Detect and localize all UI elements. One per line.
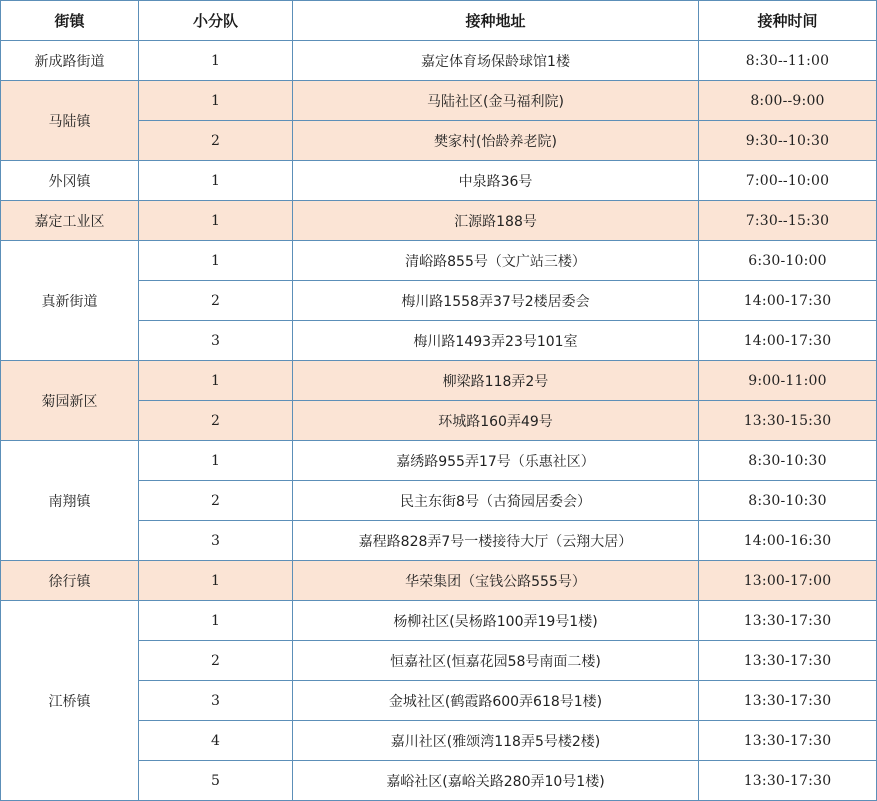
town-cell: 新成路街道 [1,41,139,81]
team-cell: 1 [139,361,293,401]
time-cell: 13:00-17:00 [699,561,877,601]
header-town: 街镇 [1,1,139,41]
team-cell: 2 [139,281,293,321]
town-cell: 南翔镇 [1,441,139,561]
table-row [1,41,877,81]
time-cell: 13:30-15:30 [699,401,877,441]
time-cell: 8:00--9:00 [699,81,877,121]
table-row [1,441,877,481]
time-cell: 14:00-17:30 [699,321,877,361]
address-cell: 嘉程路828弄7号一楼接待大厅（云翔大居） [293,521,699,561]
team-cell: 1 [139,201,293,241]
time-cell: 9:30--10:30 [699,121,877,161]
table-row [1,561,877,601]
address-cell: 梅川路1493弄23号101室 [293,321,699,361]
town-cell: 马陆镇 [1,81,139,161]
team-cell: 1 [139,81,293,121]
team-cell: 2 [139,121,293,161]
time-cell: 13:30-17:30 [699,641,877,681]
address-cell: 樊家村(怡龄养老院) [293,121,699,161]
team-cell: 4 [139,721,293,761]
team-cell: 3 [139,521,293,561]
time-cell: 14:00-16:30 [699,521,877,561]
time-cell: 8:30--11:00 [699,41,877,81]
address-cell: 恒嘉社区(恒嘉花园58号南面二楼) [293,641,699,681]
address-cell: 嘉定体育场保龄球馆1楼 [293,41,699,81]
header-time: 接种时间 [699,1,877,41]
header-row [1,1,877,41]
time-cell: 13:30-17:30 [699,601,877,641]
address-cell: 中泉路36号 [293,161,699,201]
address-cell: 嘉绣路955弄17号（乐惠社区） [293,441,699,481]
town-cell: 外冈镇 [1,161,139,201]
address-cell: 嘉川社区(雅颂湾118弄5号楼2楼) [293,721,699,761]
time-cell: 9:00-11:00 [699,361,877,401]
team-cell: 1 [139,161,293,201]
address-cell: 马陆社区(金马福利院) [293,81,699,121]
table-row [1,161,877,201]
address-cell: 汇源路188号 [293,201,699,241]
team-cell: 1 [139,41,293,81]
time-cell: 7:30--15:30 [699,201,877,241]
address-cell: 环城路160弄49号 [293,401,699,441]
time-cell: 8:30-10:30 [699,441,877,481]
town-cell: 真新街道 [1,241,139,361]
time-cell: 13:30-17:30 [699,761,877,801]
time-cell: 14:00-17:30 [699,281,877,321]
team-cell: 3 [139,681,293,721]
address-cell: 杨柳社区(吴杨路100弄19号1楼) [293,601,699,641]
team-cell: 1 [139,561,293,601]
time-cell: 8:30-10:30 [699,481,877,521]
town-cell: 江桥镇 [1,601,139,801]
table-row [1,81,877,121]
table-row [1,201,877,241]
table-row [1,601,877,641]
team-cell: 1 [139,601,293,641]
town-cell: 嘉定工业区 [1,201,139,241]
team-cell: 2 [139,401,293,441]
address-cell: 清峪路855号（文广站三楼） [293,241,699,281]
town-cell: 徐行镇 [1,561,139,601]
table-row [1,241,877,281]
team-cell: 2 [139,641,293,681]
header-team: 小分队 [139,1,293,41]
address-cell: 金城社区(鹤霞路600弄618号1楼) [293,681,699,721]
team-cell: 3 [139,321,293,361]
address-cell: 梅川路1558弄37号2楼居委会 [293,281,699,321]
schedule-body [1,41,877,801]
address-cell: 柳梁路118弄2号 [293,361,699,401]
team-cell: 2 [139,481,293,521]
time-cell: 7:00--10:00 [699,161,877,201]
address-cell: 嘉峪社区(嘉峪关路280弄10号1楼) [293,761,699,801]
table-row [1,361,877,401]
header-address: 接种地址 [293,1,699,41]
address-cell: 华荣集团（宝钱公路555号） [293,561,699,601]
team-cell: 5 [139,761,293,801]
team-cell: 1 [139,441,293,481]
address-cell: 民主东街8号（古猗园居委会） [293,481,699,521]
time-cell: 6:30-10:00 [699,241,877,281]
time-cell: 13:30-17:30 [699,721,877,761]
town-cell: 菊园新区 [1,361,139,441]
team-cell: 1 [139,241,293,281]
time-cell: 13:30-17:30 [699,681,877,721]
